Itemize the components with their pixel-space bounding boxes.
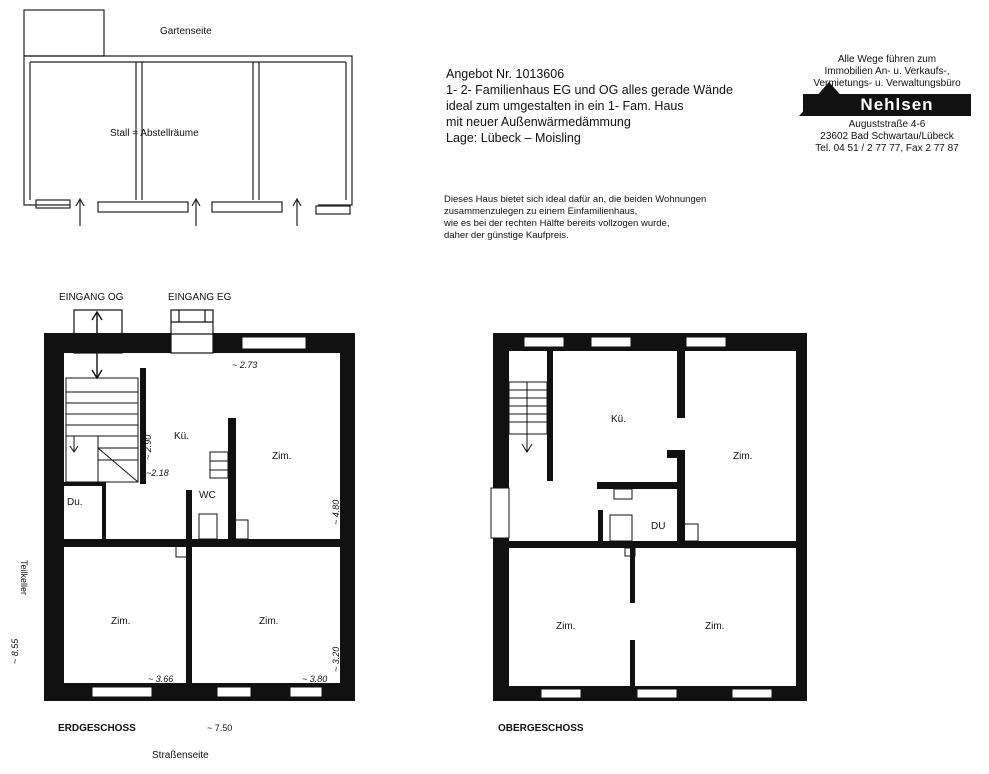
offer-line: ideal zum umgestalten in ein 1- Fam. Haus <box>446 99 684 113</box>
dim-label: ~ 7.50 <box>207 723 233 733</box>
og-room-bottom-right-label: Zim. <box>705 621 725 632</box>
ground-floor-plan <box>44 310 355 701</box>
description-line: daher der günstige Kaufpreis. <box>444 230 569 241</box>
eg-entrance-eg-box <box>171 310 213 353</box>
og-staircase <box>509 382 547 452</box>
outbuilding-plan <box>24 10 352 214</box>
offer-location: Lage: Lübeck – Moisling <box>446 131 581 145</box>
eg-staircase <box>66 378 138 482</box>
offer-block <box>446 66 733 146</box>
og-room-bottom-left-label: Zim. <box>556 621 576 632</box>
description-block <box>444 194 706 242</box>
eg-wall-middle <box>64 539 340 547</box>
upper-floor-plan <box>491 333 807 701</box>
eg-wall-left <box>44 333 64 701</box>
dim-label: ~ 8.55 <box>10 638 20 664</box>
og-shower-label: DU <box>651 521 666 532</box>
eg-shower-label: Du. <box>67 497 83 508</box>
dim-label: ~ 4.80 <box>331 499 341 525</box>
entrance-og-label: EINGANG OG <box>59 292 124 303</box>
eg-room-top-right-label: Zim. <box>272 451 292 462</box>
garden-side-label: Gartenseite <box>160 26 212 37</box>
storage-rooms-label: Stall = Abstellräume <box>110 128 199 139</box>
og-wall-right <box>796 333 807 701</box>
dim-label: ~ 3.80 <box>302 674 328 684</box>
agency-logo: Nehlsen <box>803 94 971 116</box>
upper-floor-title: OBERGESCHOSS <box>498 723 584 734</box>
agency-tagline: Alle Wege führen zum <box>837 54 937 65</box>
outbuilding-annex <box>24 10 104 56</box>
eg-kitchen-label: Kü. <box>174 431 190 442</box>
eg-wall-top-left <box>44 333 171 353</box>
offer-line: mit neuer Außenwärmedämmung <box>446 115 631 129</box>
ground-floor-title: ERDGESCHOSS <box>58 723 136 734</box>
agency-block <box>798 54 976 155</box>
eg-room-bottom-right-label: Zim. <box>259 616 279 627</box>
description-line: Dieses Haus bietet sich ideal dafür an, die beiden Wohnungen <box>444 194 707 205</box>
agency-address: Auguststraße 4-6 <box>848 119 926 130</box>
dim-label: ~ 3.20 <box>331 646 341 672</box>
dim-label: ~ 2.73 <box>232 360 258 370</box>
agency-phone: Tel. 04 51 / 2 77 77, Fax 2 77 87 <box>815 143 959 154</box>
dim-label: ~2.18 <box>146 468 169 478</box>
eg-room-bottom-left-label: Zim. <box>111 616 131 627</box>
eg-wall-right <box>340 333 355 701</box>
agency-tagline: Vermietungs- u. Verwaltungsbüro <box>813 78 961 89</box>
agency-address: 23602 Bad Schwartau/Lübeck <box>820 131 954 142</box>
og-kitchen-label: Kü. <box>611 414 627 425</box>
offer-line: 1- 2- Familienhaus EG und OG alles gerade Wände <box>446 83 733 97</box>
entrance-eg-label: EINGANG EG <box>168 292 232 303</box>
description-line: zusammenzulegen zu einem Einfamilienhaus, <box>444 206 638 217</box>
eg-wc-label: WC <box>199 490 216 501</box>
og-room-top-right-label: Zim. <box>733 451 753 462</box>
dim-label: ~ 3.66 <box>148 674 174 684</box>
og-wall-middle <box>509 541 796 548</box>
dim-label: ~ 2.90 <box>143 434 153 460</box>
offer-number: Angebot Nr. 1013606 <box>446 67 565 81</box>
agency-tagline: Immobilien An- u. Verkaufs-, <box>824 66 950 77</box>
description-line: wie es bei der rechten Hälfte bereits vollzogen wurde, <box>444 218 670 229</box>
street-side-label: Straßenseite <box>152 750 209 761</box>
partial-basement-label: Teilkeller <box>19 560 29 596</box>
